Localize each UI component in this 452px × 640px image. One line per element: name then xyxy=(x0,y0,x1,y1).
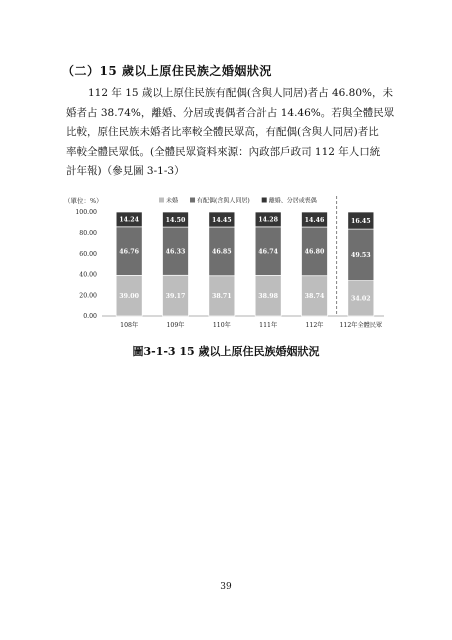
data-label: 38.71 xyxy=(211,293,232,301)
data-label: 46.85 xyxy=(211,248,232,256)
data-label: 14.28 xyxy=(258,216,279,224)
x-tick-label: 108年 xyxy=(120,322,139,329)
data-label: 46.33 xyxy=(165,248,186,256)
data-label: 34.02 xyxy=(350,295,371,303)
data-label: 14.45 xyxy=(211,216,232,224)
x-tick-label: 112年全體民眾 xyxy=(339,322,383,329)
legend-entry: 有配偶(含與人同居) xyxy=(197,197,250,205)
x-tick-label: 109年 xyxy=(166,322,185,329)
data-label: 46.76 xyxy=(119,248,140,256)
x-tick-label: 110年 xyxy=(212,322,231,329)
legend-entry: 未婚 xyxy=(166,197,179,205)
y-tick-label: 40.00 xyxy=(79,271,97,279)
data-label: 14.46 xyxy=(304,216,325,224)
data-label: 14.24 xyxy=(119,216,140,224)
legend-swatch xyxy=(159,198,164,203)
figure-caption: 圖3-1-3 15 歲以上原住民族婚姻狀況 xyxy=(132,345,320,358)
legend-swatch xyxy=(262,198,267,203)
body-paragraph xyxy=(66,84,395,182)
data-label: 39.17 xyxy=(165,292,186,300)
data-label: 38.74 xyxy=(304,293,325,301)
x-tick-label: 111年 xyxy=(259,322,278,329)
data-label: 38.98 xyxy=(258,293,279,301)
legend-entry: 離婚、分居或喪偶 xyxy=(268,197,317,205)
unit-label: （單位：%） xyxy=(64,197,103,205)
data-label: 46.74 xyxy=(258,248,279,256)
data-label: 16.45 xyxy=(350,217,371,225)
paragraph-line: 率較全體民眾低。(全體民眾資料來源：內政部戶政司 112 年人口統 xyxy=(66,145,381,158)
data-label: 39.00 xyxy=(119,293,140,301)
paragraph-line: 比較，原住民族未婚者比率較全體民眾高，有配偶(含與人同居)者比 xyxy=(66,126,379,138)
paragraph-line: 婚者占 38.74%，離婚、分居或喪偶者合計占 14.46%。若與全體民眾 xyxy=(66,106,395,119)
y-tick-label: 100.00 xyxy=(75,209,97,217)
x-tick-label: 112年 xyxy=(305,322,324,329)
data-label: 14.50 xyxy=(165,216,186,224)
paragraph-line: 112 年 15 歲以上原住民族有配偶(含與人同居)者占 46.80%，未 xyxy=(88,87,393,99)
page-number: 39 xyxy=(220,582,232,592)
marital-status-chart xyxy=(56,190,396,335)
data-label: 49.53 xyxy=(350,252,371,260)
y-tick-label: 20.00 xyxy=(79,292,97,300)
paragraph-line: 計年報)（參見圖 3-1-3） xyxy=(66,165,185,177)
data-label: 46.80 xyxy=(304,248,325,256)
y-tick-label: 0.00 xyxy=(83,313,97,321)
legend-swatch xyxy=(190,198,195,203)
y-tick-label: 60.00 xyxy=(79,250,97,258)
y-tick-label: 80.00 xyxy=(79,230,97,237)
section-heading: （二）15 歲以上原住民族之婚姻狀況 xyxy=(62,64,272,78)
